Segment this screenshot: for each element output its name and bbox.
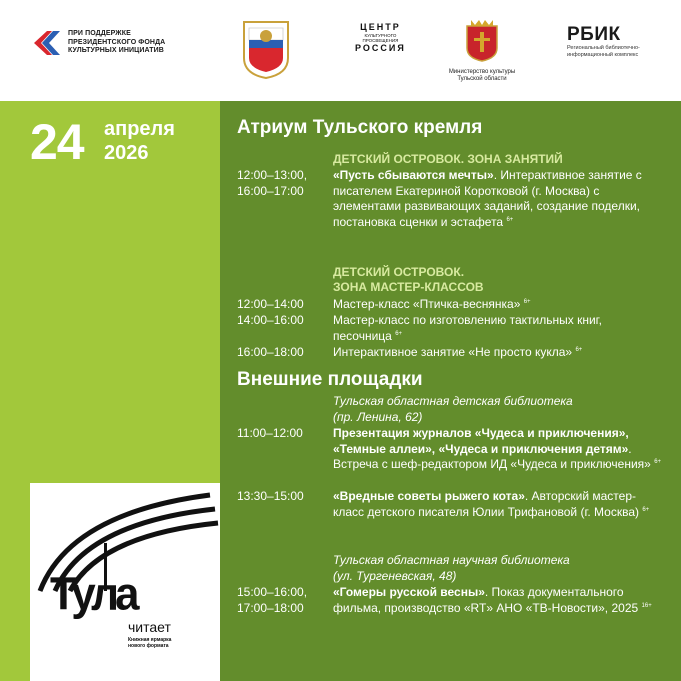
item1-event-name: Презентация журналов «Чудеса и приключения», «Темные аллеи», «Чудеса и приключения детям» (333, 426, 629, 456)
age-badge: 6+ (654, 459, 662, 465)
block1-description (333, 168, 663, 230)
pfki-arrow-icon (32, 28, 62, 58)
block1-event-text: . Интерактивное занятие с писателем Екатериной Коротковой (г. Москва) с элементами развивающих заданий, создание поделки, постановка сценки и эстафета (333, 168, 642, 229)
item1-time: 11:00–12:00 (237, 426, 303, 440)
block2-item-3 (333, 345, 663, 361)
pfki-text: ПРИ ПОДДЕРЖКЕ ПРЕЗИДЕНТСКОГО ФОНДА КУЛЬТУРНЫХ ИНИЦИАТИВ (68, 30, 166, 55)
block2-time-1: 12:00–14:00 (237, 297, 304, 311)
centr-logo (355, 22, 406, 54)
item3-description (333, 585, 663, 616)
age-badge: 6+ (523, 299, 531, 305)
block2-item-2 (333, 313, 663, 344)
block2-item-1 (333, 297, 663, 313)
item3-time-2: 17:00–18:00 (237, 600, 304, 615)
item2-description (333, 489, 663, 520)
event-day: 24 (30, 114, 84, 170)
tula-subword: читает (128, 619, 171, 635)
age-badge: 6+ (395, 330, 403, 337)
event-year: 2026 (104, 142, 149, 164)
rbik-title: РБИК (567, 24, 621, 45)
block2-item-3-text: Интерактивное занятие «Не просто кукла» (333, 345, 573, 359)
rbik-logo (567, 25, 640, 59)
age-badge: 6+ (506, 216, 514, 223)
age-badge: 6+ (575, 347, 583, 353)
block2-title-1: ДЕТСКИЙ ОСТРОВОК. (333, 265, 465, 279)
outside-title: Внешние площадки (237, 369, 423, 390)
centr-title: ЦЕНТР (360, 22, 401, 32)
age-badge: 16+ (641, 602, 652, 609)
item3-event-name: «Гомеры русской весны» (333, 585, 485, 599)
block1-event-name: «Пусть сбываются мечты» (333, 168, 494, 182)
block2-time-2: 14:00–16:00 (237, 313, 304, 327)
centr-country: РОССИЯ (355, 43, 406, 53)
block1-time-2: 16:00–17:00 (237, 183, 304, 198)
event-month: апреля (104, 118, 175, 140)
item2-event-name: «Вредные советы рыжего кота» (333, 489, 525, 503)
block2-time-3: 16:00–18:00 (237, 345, 304, 359)
item2-time: 13:30–15:00 (237, 489, 304, 503)
pfki-logo (32, 28, 165, 58)
venue-2: Тульская областная научная библиотека (ул. Тургеневская, 48) (333, 553, 570, 583)
ministry-caption: Министерство культуры Тульской области (448, 69, 516, 82)
ministry-logo (432, 18, 532, 83)
library-emblem-icon (240, 18, 292, 80)
partners-header (0, 0, 681, 101)
block2-item-2-text: Мастер-класс по изготовлению тактильных книг, песочница (333, 313, 602, 343)
item1-description (333, 426, 663, 473)
item1-event-text: . Встреча с шеф-редактором ИД «Чудеса и приключения» (333, 441, 651, 471)
block2-title-2: ЗОНА МАСТЕР-КЛАССОВ (333, 280, 484, 294)
block2-item-1-text: Мастер-класс «Птичка-веснянка» (333, 297, 521, 311)
rbik-subtitle: Региональный библиотечно- информационный комплекс (567, 45, 640, 58)
tula-slogan: Книжная ярмарка нового формата (128, 637, 172, 649)
centr-subtitle: КУЛЬТУРНОГО ПРОСВЕЩЕНИЯ (362, 33, 399, 43)
atrium-title: Атриум Тульского кремля (237, 117, 483, 138)
item3-event-text: . Показ документального фильма, производство «RT» АНО «ТВ-Новости», 2025 (333, 585, 639, 615)
item2-event-text: . Авторский мастер-класс детского писателя Юлии Трифановой (г. Москва) (333, 489, 639, 519)
item3-time-1: 15:00–16:00, (237, 585, 308, 599)
tula-coat-of-arms-icon (465, 18, 499, 62)
age-badge: 6+ (642, 506, 650, 513)
block1-title: ДЕТСКИЙ ОСТРОВОК. ЗОНА ЗАНЯТИЙ (333, 152, 563, 166)
block1-time-1: 12:00–13:00, (237, 168, 308, 182)
tula-wordmark: Тула (50, 568, 136, 621)
venue-1: Тульская областная детская библиотека (пр. Ленина, 62) (333, 394, 573, 424)
